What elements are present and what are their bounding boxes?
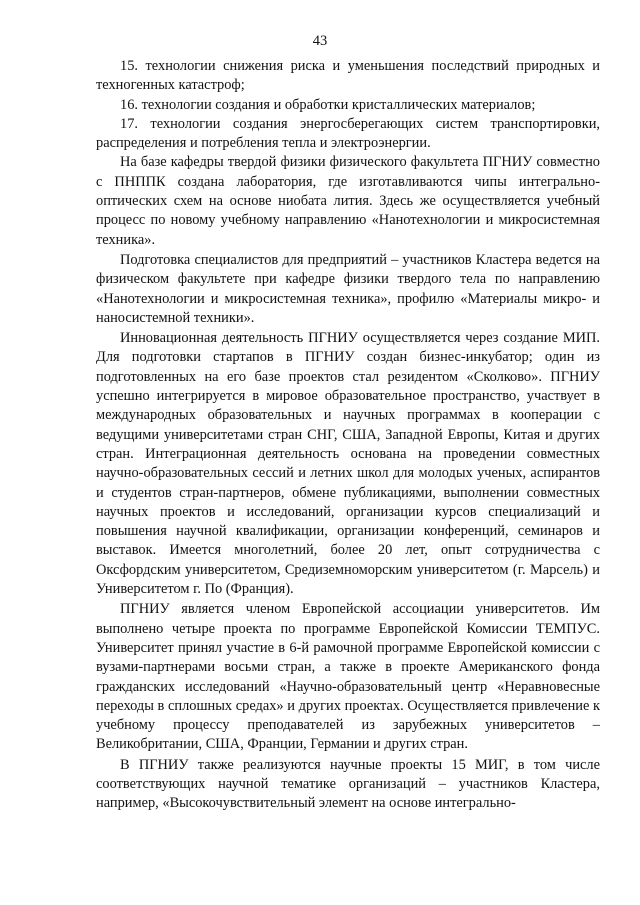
page-number: 43 [312, 33, 328, 49]
list-item-16: 16. технологии создания и обработки кристаллических материалов; [120, 96, 536, 113]
list-item-17: 17. технологии создания энергосберегающих систем транспортировки, распределения и потребления тепла и электроэнергии. [96, 115, 600, 152]
paragraph-specialist-training: Подготовка специалистов для предприятий – участников Кластера ведется на физическом факультете при кафедре физики твердого тела по направлению «Нанотехнологии и микросистемная техника», профилю «Материалы микро- и наносистемной техники». [96, 251, 600, 326]
page-body [96, 57, 600, 814]
list-item-15: 15. технологии снижения риска и уменьшения последствий природных и техногенных катастроф; [96, 58, 600, 94]
paragraph-laboratory: На базе кафедры твердой физики физического факультета ПГНИУ совместно с ПНППК создана лаборатория, где изготавливаются чипы интегрально-оптических схем на основе ниобата лития. Здесь же осуществляется учебный процесс по новому учебному направлению «Нанотехнологии и микросистемная техника». [96, 154, 600, 248]
paragraph-european-association: ПГНИУ является членом Европейской ассоциации университетов. Им выполнено четыре проекта по программе Европейской Комиссии ТЕМПУС. Университет принял участие в 6-й рамочной программе Европейской комиссии с вузами-партнерами восьми стран, а также в проекте Американского фонда гражданских исследований «Научно-образовательный центр «Неравновесные переходы в сплошных средах» и других проектах. Осуществляется привлечение к учебному процессу преподавателей из зарубежных университетов – Великобритании, США, Франции, Германии и других стран. [96, 601, 600, 753]
paragraph-mig-projects: В ПГНИУ также реализуются научные проекты 15 МИГ, в том числе соответствующих научной тематике организаций – участников Кластера, например, «Высокочувствительный элемент на основе интегрально- [96, 756, 600, 812]
paragraph-innovation: Инновационная деятельность ПГНИУ осуществляется через создание МИП. Для подготовки стартапов в ПГНИУ создан бизнес-инкубатор; один из подготовленных на его базе проектов стал резидентом «Сколково». ПГНИУ успешно интегрируется в мировое образовательное пространство, участвует в международных образовательных и научных программах в кооперации с ведущими университетами стран СНГ, США, Западной Европы, Китая и других стран. Интеграционная деятельность основана на проведении совместных научно-образовательных сессий и летних школ для молодых ученых, аспирантов и студентов стран-партнеров, обмене публикациями, выполнении совместных научных проектов и исследований, организации курсов специализаций и повышения научной квалификации, организации конференций, семинаров и выставок. Имеется многолетний, более 20 лет, опыт сотрудничества с Оксфордским университетом, Средиземноморским университетом (г. Марсель) и Университетом г. По (Франция). [96, 330, 600, 598]
